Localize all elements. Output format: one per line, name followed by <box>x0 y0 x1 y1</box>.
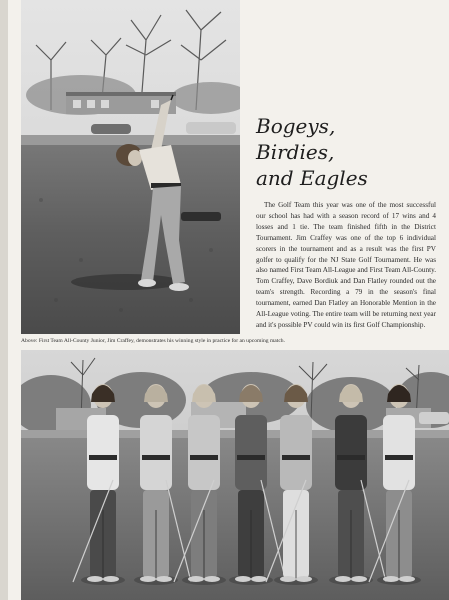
article-title <box>256 113 436 191</box>
page-binding-edge <box>0 0 8 600</box>
team-group-photo <box>21 350 449 600</box>
golfer-swing-photo <box>21 0 240 334</box>
title-line-1: Bogeys, <box>256 114 336 138</box>
photo-caption: Above: First Team All-County Junior, Jim Craffey, demonstrates his winning style in practice for an upcoming match. <box>21 338 286 344</box>
title-line-2: Birdies, <box>256 140 335 164</box>
article-body: The Golf Team this year was one of the most successful our school has had with a season record of 17 wins and 4 losses and 1 tie. The team finished fifth in the District Tournament. Jim Craffey was one of the top 6 individual scorers in the tournament and as a result was the first PV golfer to qualify for the NJ State Golf Tournament. He was also named First Team All-League and First Team All-County. Tom Craffey, Dave Bordiuk and Dan Flatley rounded out the team's strength. Recording a 79 in the season's final tournament, earned Dan Flatley an Honorable Mention in the All-League voting. The entire team will be returning next year and it's possible PV could win its first Golf Championship. <box>256 201 436 329</box>
title-line-3: and Eagles <box>256 166 368 190</box>
